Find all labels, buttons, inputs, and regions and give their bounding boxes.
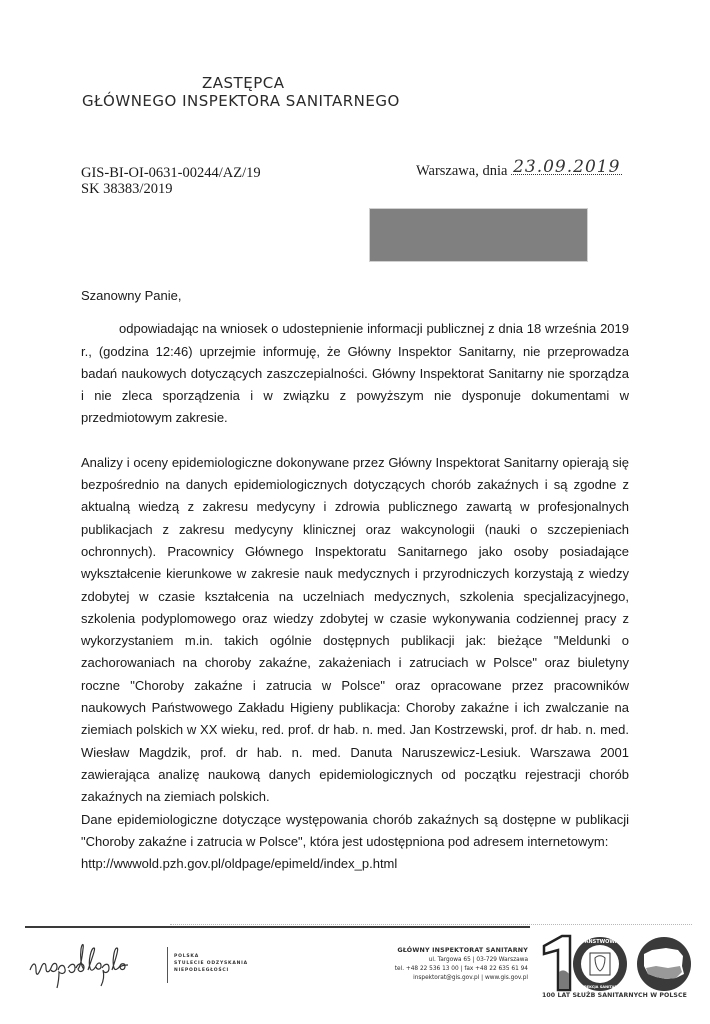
anniversary-caption: 100 LAT SŁUŻB SANITARNYCH W POLSCE <box>542 992 687 999</box>
dateline-prefix: Warszawa, dnia <box>416 163 508 179</box>
niepodlegla-logo <box>28 940 158 990</box>
institution-contact <box>352 946 528 983</box>
poland-map-icon <box>637 937 691 991</box>
niepodlegla-line1: POLSKA <box>174 954 200 959</box>
institution-contact-links[interactable]: inspektorat@gis.gov.pl | www.gis.gov.pl <box>413 975 528 981</box>
epimeld-url[interactable]: http://wwwold.pzh.gov.pl/oldpage/epimeld/index_p.html <box>81 856 398 872</box>
anniversary-100-logo <box>540 932 700 1012</box>
paragraph-3: Dane epidemiologiczne dotyczące występowania chorób zakaźnych są dostępne w publikacji "Choroby zakaźne i zatrucia w Polsce", która jest udostępniona pod adresem internetowym: <box>81 811 629 849</box>
case-number: GIS-BI-OI-0631-00244/AZ/19 <box>81 165 261 181</box>
sanitary-inspection-seal-icon <box>573 937 627 991</box>
niepodlegla-script-icon <box>30 945 128 989</box>
letterhead-title: ZASTĘPCA <box>202 74 285 92</box>
reference-block <box>81 165 261 197</box>
letter-body <box>81 285 629 875</box>
niepodlegla-script-text: niepodległa <box>30 984 35 985</box>
redacted-recipient-box <box>369 208 588 262</box>
handwritten-date: 23.09.2019 <box>513 157 621 177</box>
sk-number: SK 38383/2019 <box>81 181 173 197</box>
institution-name: GŁÓWNY INSPEKTORAT SANITARNY <box>397 947 528 954</box>
letterhead-subtitle: GŁÓWNEGO INSPEKTORA SANITARNEGO <box>82 92 400 110</box>
dateline <box>416 157 622 180</box>
paragraph-2: Analizy i oceny epidemiologiczne dokonywane przez Główny Inspektorat Sanitarny opierają się bezpośrednio na danych epidemiologicznych dotyczących chorób zakaźnych i są zgodne z aktualną wiedzą z zakresu medycyny i zdrowia publicznego zawartą w profesjonalnych publikacjach z zakresu medycyny klinicznej oraz wakcynologii (nauki o szczepieniach ochronnych). Pracownicy Głównego Inspektoratu Sanitarnego jako osoby posiadające wykształcenie kierunkowe w zakresie nauk medycznych i przyrodniczych korzystają z wiedzy zdobytej w czasie kształcenia na uczelniach medycznych, szkolenia specjalizacyjnego, szkolenia podyplomowego oraz wiedzy zdobytej w czasie wykonywania codziennej pracy z wykorzystaniem m.in. takich ogólnie dostępnych publikacji jak: bieżące "Meldunki o zachorowaniach na choroby zakaźne, zakażeniach i zatruciach w Polsce" oraz biuletyny roczne "Choroby zakaźne i zatrucia w Polsce" oraz opracowane przez pracowników naukowych Państwowego Zakładu Higieny publikacja: Choroby zakaźne i ich zwalczanie na ziemiach polskich w XX wieku, red. prof. dr hab. n. med. Jan Kostrzewski, prof. dr hab. n. med. Wiesław Magdzik, prof. dr hab. n. med. Danuta Naruszewicz-Lesiuk. Warszawa 2001 zawierająca analizę naukową danych epidemiologicznych od początku rejestracji chorób zakaźnych na ziemiach polskich. <box>81 454 629 805</box>
digit-one-icon <box>544 936 570 990</box>
seal-bottom-text: INSPEKCJA SANITARNA <box>577 985 623 989</box>
institution-phone: tel. +48 22 536 13 00 | fax +48 22 635 61 94 <box>394 966 528 972</box>
niepodlegla-line3: NIEPODLEGŁOŚCI <box>174 968 229 973</box>
institution-address: ul. Targowa 65 | 03-729 Warszawa <box>428 957 528 963</box>
niepodlegla-separator <box>167 947 168 983</box>
footer-divider <box>25 926 530 928</box>
paragraph-1: odpowiadając na wniosek o udostepnienie informacji publicznej z dnia 18 września 2019 r., (godzina 12:46) uprzejmie informuję, że Główny Inspektor Sanitarny, nie przeprowadza badań naukowych dotyczących zaszczepialności. Główny Inspektorat Sanitarny nie sporządza i nie zleca sporządzenia i w związku z powyższym nie dysponuje dokumentami w przedmiotowym zakresie. <box>81 321 629 426</box>
niepodlegla-caption <box>174 953 248 974</box>
seal-top-text: PAŃSTWOWA <box>581 939 619 945</box>
salutation: Szanowny Panie, <box>81 288 182 303</box>
footer-divider-faint <box>170 924 692 925</box>
logo-number-text: 100 <box>619 1010 621 1011</box>
niepodlegla-line2: STULECIE ODZYSKANIA <box>174 961 248 966</box>
